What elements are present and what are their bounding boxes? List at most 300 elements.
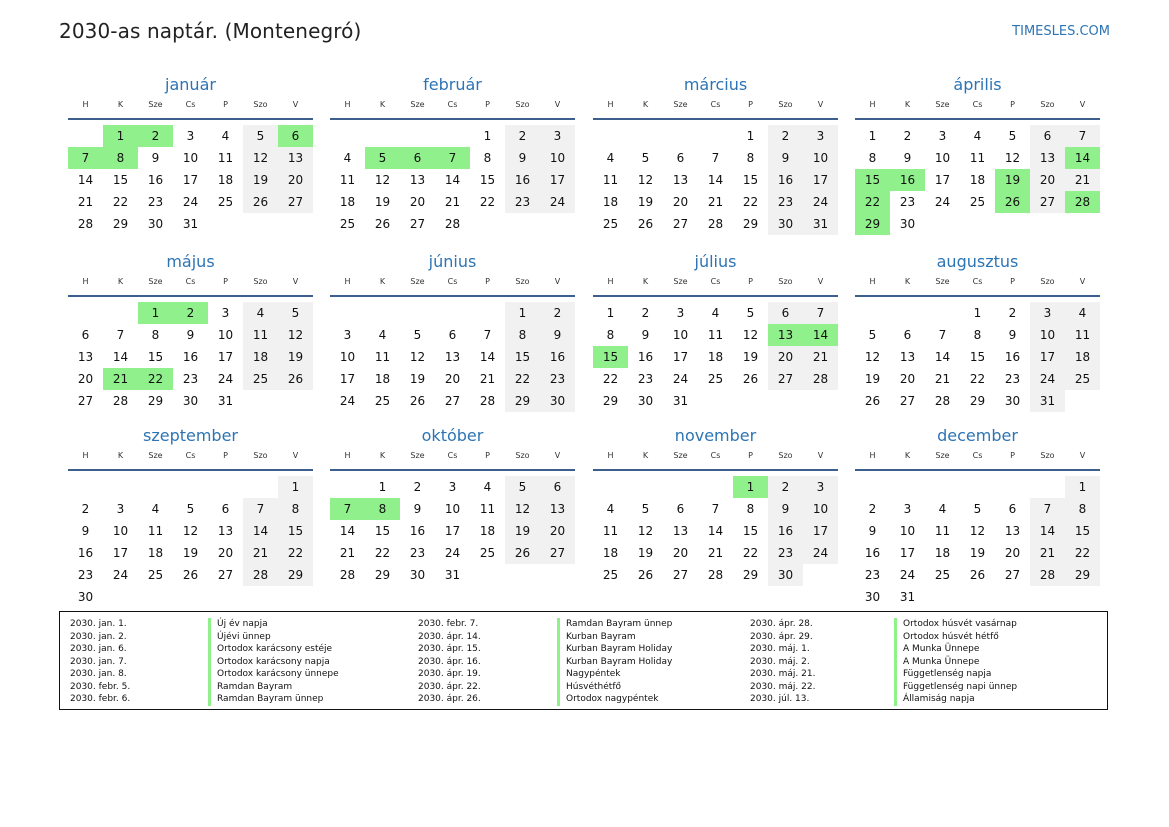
- day-cell: 26: [374, 217, 391, 231]
- day-cell: 12: [969, 524, 986, 538]
- month-május: [68, 252, 313, 417]
- day-cell: 8: [483, 151, 492, 165]
- day-cell: 30: [77, 590, 94, 604]
- header-rule: [68, 469, 313, 471]
- day-cell: 8: [278, 498, 313, 520]
- day-cell: 27: [278, 191, 313, 213]
- weekday-label: Sze: [935, 277, 950, 286]
- day-cell: 10: [899, 524, 916, 538]
- day-cell: 25: [602, 568, 619, 582]
- day-cell: 31: [217, 394, 234, 408]
- day-cell: 21: [444, 195, 461, 209]
- holiday-name: Nagypéntek: [557, 668, 672, 681]
- weekday-label: P: [1010, 451, 1015, 460]
- day-cell: 5: [641, 502, 650, 516]
- holiday-day-cell: 19: [995, 169, 1030, 191]
- weekday-label: V: [554, 100, 561, 109]
- day-cell: 24: [444, 546, 461, 560]
- weekday-label: Cs: [972, 277, 983, 286]
- day-cell: 20: [1004, 546, 1021, 560]
- weekday-label: Sze: [148, 451, 163, 460]
- day-cell: 15: [479, 173, 496, 187]
- day-cell: 18: [374, 372, 391, 386]
- day-cell: 16: [505, 169, 540, 191]
- weekday-label: P: [223, 451, 228, 460]
- holiday-date: 2030. ápr. 14.: [418, 631, 481, 642]
- weekday-label: Sze: [148, 277, 163, 286]
- day-cell: 31: [899, 590, 916, 604]
- holiday-date: 2030. jan. 2.: [70, 631, 127, 642]
- month-name: szeptember: [142, 426, 238, 445]
- day-cell: 14: [77, 173, 94, 187]
- day-cell: 25: [1065, 368, 1100, 390]
- holiday-date: 2030. jan. 1.: [70, 619, 127, 629]
- day-cell: 6: [81, 328, 90, 342]
- header-rule: [68, 295, 313, 297]
- day-cell: 6: [540, 476, 575, 498]
- day-cell: 2: [413, 480, 422, 494]
- day-cell: 21: [1065, 169, 1100, 191]
- weekday-label: V: [292, 100, 299, 109]
- holiday-date: 2030. júl. 13.: [750, 694, 810, 704]
- day-cell: 18: [147, 546, 164, 560]
- day-cell: 17: [1030, 346, 1065, 368]
- holiday-name-column: [894, 618, 1017, 706]
- holiday-day-cell: 7: [330, 498, 365, 520]
- header-rule: [330, 118, 575, 120]
- day-cell: 1: [606, 306, 615, 320]
- header-rule: [593, 469, 838, 471]
- holiday-name: Államiság napja: [894, 693, 1017, 706]
- holiday-name: Kurban Bayram: [557, 631, 672, 644]
- day-cell: 16: [147, 173, 164, 187]
- day-cell: 23: [77, 568, 94, 582]
- day-cell: 19: [505, 520, 540, 542]
- weekday-header: [330, 277, 575, 291]
- day-cell: 26: [864, 394, 881, 408]
- day-cell: 27: [768, 368, 803, 390]
- holiday-day-cell: 6: [278, 125, 313, 147]
- weekday-label: Szo: [778, 451, 793, 460]
- holiday-day-cell: 8: [103, 147, 138, 169]
- day-cell: 27: [672, 568, 689, 582]
- day-cell: 21: [707, 546, 724, 560]
- day-cell: 22: [112, 195, 129, 209]
- day-cell: 29: [278, 564, 313, 586]
- day-cell: 2: [641, 306, 650, 320]
- day-cell: 9: [1008, 328, 1017, 342]
- day-cell: 25: [934, 568, 951, 582]
- day-cell: 11: [243, 324, 278, 346]
- day-cell: 19: [637, 195, 654, 209]
- day-cell: 13: [672, 524, 689, 538]
- weekday-label: H: [869, 451, 876, 460]
- day-cell: 12: [409, 350, 426, 364]
- day-cell: 20: [899, 372, 916, 386]
- day-cell: 11: [217, 151, 234, 165]
- day-cell: 27: [409, 217, 426, 231]
- day-cell: 14: [444, 173, 461, 187]
- day-cell: 10: [803, 147, 838, 169]
- month-szeptember: [68, 426, 313, 604]
- day-cell: 25: [479, 546, 496, 560]
- day-cell: 28: [243, 564, 278, 586]
- day-cell: 8: [505, 324, 540, 346]
- day-cell: 13: [217, 524, 234, 538]
- day-cell: 7: [1065, 125, 1100, 147]
- day-cell: 5: [278, 302, 313, 324]
- day-cell: 23: [182, 372, 199, 386]
- weekday-label: H: [607, 100, 614, 109]
- weekday-label: H: [607, 451, 614, 460]
- holiday-name-column: [557, 618, 672, 706]
- day-cell: 30: [182, 394, 199, 408]
- holiday-day-cell: 16: [890, 169, 925, 191]
- day-cell: 11: [479, 502, 496, 516]
- day-cell: 29: [374, 568, 391, 582]
- day-cell: 27: [1030, 191, 1065, 213]
- day-cell: 25: [147, 568, 164, 582]
- holiday-name: Ortodox karácsony estéje: [208, 643, 339, 656]
- day-cell: 30: [864, 590, 881, 604]
- weekday-header: [855, 277, 1100, 291]
- day-cell: 24: [339, 394, 356, 408]
- day-cell: 8: [151, 328, 160, 342]
- header-rule: [330, 469, 575, 471]
- day-cell: 18: [479, 524, 496, 538]
- weekday-label: Sze: [935, 451, 950, 460]
- weekday-label: Szo: [515, 451, 530, 460]
- weekday-label: Szo: [1040, 100, 1055, 109]
- day-cell: 11: [147, 524, 164, 538]
- weekday-header: [855, 451, 1100, 465]
- day-cell: 24: [217, 372, 234, 386]
- day-cell: 8: [746, 502, 755, 516]
- day-cell: 21: [77, 195, 94, 209]
- day-cell: 24: [803, 191, 838, 213]
- day-cell: 13: [1004, 524, 1021, 538]
- day-cell: 13: [409, 173, 426, 187]
- weekday-label: Cs: [710, 100, 721, 109]
- day-cell: 10: [672, 328, 689, 342]
- month-name: április: [953, 75, 1002, 94]
- day-cell: 27: [444, 394, 461, 408]
- weekday-header: [68, 277, 313, 291]
- day-cell: 17: [112, 546, 129, 560]
- day-cell: 28: [479, 394, 496, 408]
- day-cell: 10: [540, 147, 575, 169]
- day-cell: 11: [374, 350, 391, 364]
- day-cell: 3: [1030, 302, 1065, 324]
- weekday-label: Sze: [673, 100, 688, 109]
- day-cell: 25: [602, 217, 619, 231]
- holiday-day-cell: 14: [1065, 147, 1100, 169]
- day-cell: 11: [1065, 324, 1100, 346]
- day-cell: 25: [707, 372, 724, 386]
- holiday-name-column: [208, 618, 339, 706]
- day-cell: 25: [969, 195, 986, 209]
- day-cell: 18: [1065, 346, 1100, 368]
- day-cell: 10: [934, 151, 951, 165]
- day-cell: 8: [1065, 498, 1100, 520]
- day-cell: 18: [602, 195, 619, 209]
- weekday-label: V: [817, 100, 824, 109]
- holiday-date: 2030. ápr. 22.: [418, 681, 481, 692]
- day-cell: 11: [969, 151, 986, 165]
- holiday-name: Ramdan Bayram ünnep: [208, 693, 339, 706]
- day-cell: 10: [803, 498, 838, 520]
- weekday-label: Cs: [710, 277, 721, 286]
- day-cell: 22: [505, 368, 540, 390]
- day-cell: 25: [339, 217, 356, 231]
- day-cell: 4: [343, 151, 352, 165]
- day-cell: 26: [505, 542, 540, 564]
- day-cell: 17: [540, 169, 575, 191]
- holiday-date: 2030. febr. 6.: [70, 694, 131, 704]
- weekday-header: [593, 277, 838, 291]
- weekday-label: H: [82, 100, 89, 109]
- holiday-day-cell: 8: [365, 498, 400, 520]
- day-cell: 13: [444, 350, 461, 364]
- weekday-header: [855, 100, 1100, 114]
- day-cell: 12: [864, 350, 881, 364]
- day-cell: 12: [278, 324, 313, 346]
- weekday-label: Cs: [185, 451, 196, 460]
- month-október: [330, 426, 575, 591]
- weekday-label: Cs: [185, 277, 196, 286]
- day-cell: 8: [606, 328, 615, 342]
- day-cell: 23: [505, 191, 540, 213]
- day-cell: 11: [707, 328, 724, 342]
- weekday-label: Cs: [710, 451, 721, 460]
- day-cell: 31: [444, 568, 461, 582]
- weekday-label: K: [379, 277, 386, 286]
- day-cell: 11: [934, 524, 951, 538]
- day-cell: 16: [182, 350, 199, 364]
- weekday-label: Szo: [515, 100, 530, 109]
- day-cell: 7: [711, 502, 720, 516]
- day-cell: 19: [374, 195, 391, 209]
- day-cell: 1: [746, 129, 755, 143]
- day-cell: 1: [483, 129, 492, 143]
- month-április: [855, 75, 1100, 240]
- weekday-label: Sze: [673, 277, 688, 286]
- weekday-label: P: [748, 451, 753, 460]
- day-cell: 31: [803, 213, 838, 235]
- day-cell: 6: [1008, 502, 1017, 516]
- day-cell: 22: [479, 195, 496, 209]
- header-rule: [68, 118, 313, 120]
- day-cell: 27: [77, 394, 94, 408]
- day-cell: 27: [540, 542, 575, 564]
- day-cell: 20: [540, 520, 575, 542]
- weekday-label: H: [607, 277, 614, 286]
- day-cell: 4: [243, 302, 278, 324]
- day-cell: 10: [444, 502, 461, 516]
- day-cell: 12: [1004, 151, 1021, 165]
- day-cell: 30: [899, 217, 916, 231]
- holiday-date: 2030. ápr. 26.: [418, 694, 481, 704]
- day-cell: 3: [186, 129, 195, 143]
- holiday-date: 2030. máj. 21.: [750, 669, 816, 679]
- holiday-name: Ortodox húsvét vasárnap: [894, 618, 1017, 631]
- weekday-label: Sze: [673, 451, 688, 460]
- day-cell: 26: [969, 568, 986, 582]
- site-link[interactable]: TIMESLES.COM: [1012, 24, 1110, 39]
- weekday-label: Szo: [778, 277, 793, 286]
- day-cell: 18: [602, 546, 619, 560]
- day-cell: 8: [973, 328, 982, 342]
- weekday-label: Szo: [778, 100, 793, 109]
- weekday-label: P: [485, 100, 490, 109]
- day-cell: 12: [374, 173, 391, 187]
- day-cell: 19: [182, 546, 199, 560]
- day-cell: 7: [483, 328, 492, 342]
- holiday-date: 2030. febr. 7.: [418, 619, 479, 629]
- day-cell: 30: [147, 217, 164, 231]
- holiday-day-cell: 26: [995, 191, 1030, 213]
- holiday-name: Ramdan Bayram ünnep: [557, 618, 672, 631]
- day-cell: 28: [707, 568, 724, 582]
- day-cell: 10: [1030, 324, 1065, 346]
- day-cell: 9: [151, 151, 160, 165]
- day-cell: 29: [147, 394, 164, 408]
- weekday-label: P: [1010, 100, 1015, 109]
- day-cell: 14: [934, 350, 951, 364]
- day-cell: 11: [339, 173, 356, 187]
- holiday-day-cell: 1: [138, 302, 173, 324]
- day-cell: 16: [768, 169, 803, 191]
- weekday-label: K: [117, 451, 124, 460]
- weekday-label: P: [223, 277, 228, 286]
- day-cell: 22: [742, 546, 759, 560]
- day-cell: 1: [505, 302, 540, 324]
- weekday-label: K: [379, 451, 386, 460]
- month-december: [855, 426, 1100, 604]
- day-cell: 11: [602, 524, 619, 538]
- holiday-name: Húsvéthétfő: [557, 681, 672, 694]
- day-cell: 23: [864, 568, 881, 582]
- day-cell: 4: [1065, 302, 1100, 324]
- weekday-label: H: [344, 277, 351, 286]
- day-cell: 17: [339, 372, 356, 386]
- holiday-day-cell: 7: [435, 147, 470, 169]
- holiday-day-cell: 22: [855, 191, 890, 213]
- day-cell: 4: [711, 306, 720, 320]
- day-cell: 12: [637, 524, 654, 538]
- day-cell: 2: [768, 476, 803, 498]
- holiday-name: Kurban Bayram Holiday: [557, 643, 672, 656]
- day-cell: 5: [186, 502, 195, 516]
- day-cell: 16: [768, 520, 803, 542]
- day-cell: 31: [182, 217, 199, 231]
- day-cell: 28: [707, 217, 724, 231]
- day-cell: 23: [768, 542, 803, 564]
- holiday-date: 2030. jan. 8.: [70, 669, 127, 679]
- day-cell: 26: [742, 372, 759, 386]
- weekday-label: V: [554, 277, 561, 286]
- weekday-label: H: [869, 277, 876, 286]
- day-cell: 3: [221, 306, 230, 320]
- day-cell: 3: [343, 328, 352, 342]
- day-cell: 21: [934, 372, 951, 386]
- weekday-label: Sze: [935, 100, 950, 109]
- month-name: február: [423, 75, 482, 94]
- day-cell: 14: [479, 350, 496, 364]
- day-cell: 5: [868, 328, 877, 342]
- day-cell: 4: [973, 129, 982, 143]
- weekday-label: Szo: [1040, 451, 1055, 460]
- day-cell: 24: [899, 568, 916, 582]
- day-cell: 28: [803, 368, 838, 390]
- day-cell: 28: [112, 394, 129, 408]
- holiday-name: Függetlenség napi ünnep: [894, 681, 1017, 694]
- day-cell: 3: [448, 480, 457, 494]
- day-cell: 7: [243, 498, 278, 520]
- month-február: [330, 75, 575, 240]
- day-cell: 24: [1030, 368, 1065, 390]
- weekday-header: [593, 100, 838, 114]
- day-cell: 4: [221, 129, 230, 143]
- day-cell: 20: [409, 195, 426, 209]
- holiday-day-cell: 1: [103, 125, 138, 147]
- weekday-label: H: [344, 100, 351, 109]
- day-cell: 23: [1004, 372, 1021, 386]
- weekday-label: K: [642, 277, 649, 286]
- holiday-list: [59, 611, 1108, 710]
- header-rule: [855, 469, 1100, 471]
- day-cell: 22: [602, 372, 619, 386]
- holiday-day-cell: 5: [365, 147, 400, 169]
- day-cell: 3: [540, 125, 575, 147]
- day-cell: 9: [868, 524, 877, 538]
- holiday-day-cell: 15: [593, 346, 628, 368]
- day-cell: 19: [409, 372, 426, 386]
- weekday-label: P: [485, 277, 490, 286]
- day-cell: 5: [243, 125, 278, 147]
- holiday-name: Ortodox nagypéntek: [557, 693, 672, 706]
- day-cell: 28: [934, 394, 951, 408]
- day-cell: 26: [278, 368, 313, 390]
- day-cell: 1: [278, 476, 313, 498]
- day-cell: 20: [768, 346, 803, 368]
- day-cell: 19: [243, 169, 278, 191]
- weekday-label: P: [223, 100, 228, 109]
- day-cell: 15: [147, 350, 164, 364]
- day-cell: 9: [768, 498, 803, 520]
- day-cell: 3: [803, 125, 838, 147]
- holiday-date: 2030. ápr. 19.: [418, 669, 481, 679]
- day-cell: 9: [641, 328, 650, 342]
- day-cell: 16: [409, 524, 426, 538]
- day-cell: 6: [903, 328, 912, 342]
- weekday-label: Szo: [1040, 277, 1055, 286]
- day-cell: 20: [444, 372, 461, 386]
- day-cell: 25: [374, 394, 391, 408]
- day-cell: 30: [768, 564, 803, 586]
- day-cell: 5: [1008, 129, 1017, 143]
- day-cell: 17: [899, 546, 916, 560]
- day-cell: 24: [182, 195, 199, 209]
- holiday-day-cell: 28: [1065, 191, 1100, 213]
- holiday-date: 2030. máj. 1.: [750, 644, 810, 654]
- weekday-label: V: [292, 277, 299, 286]
- day-cell: 6: [768, 302, 803, 324]
- day-cell: 7: [711, 151, 720, 165]
- day-cell: 12: [243, 147, 278, 169]
- day-cell: 3: [903, 502, 912, 516]
- holiday-date: 2030. ápr. 29.: [750, 631, 813, 642]
